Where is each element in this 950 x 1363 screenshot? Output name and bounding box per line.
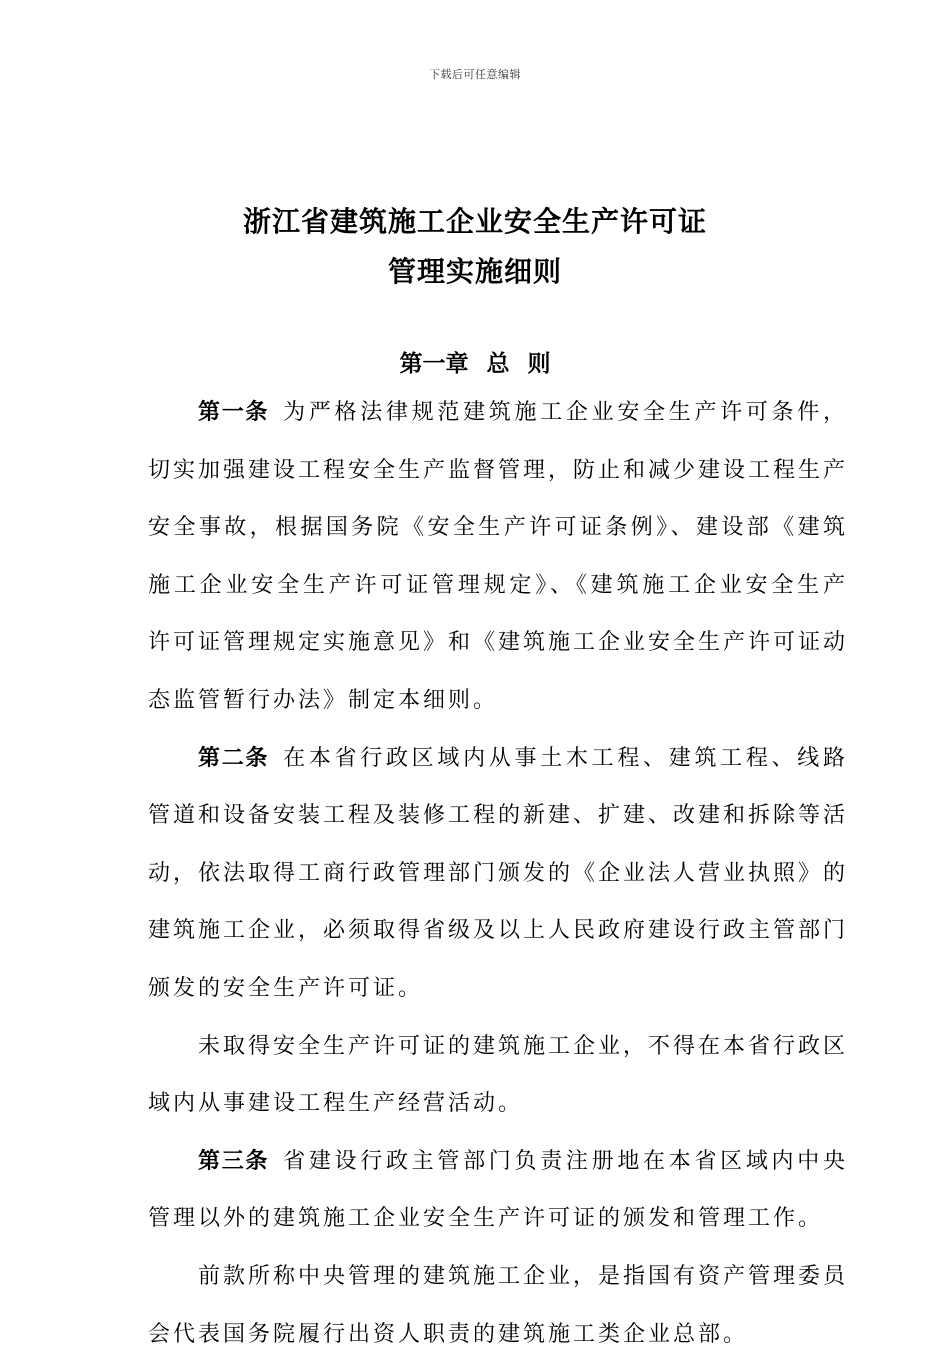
document-title-line-2: 管理实施细则 bbox=[387, 255, 562, 288]
article-3-paragraph bbox=[148, 1133, 848, 1248]
article-text: 在本省行政区域内从事土木工程、建筑工程、线路管道和设备安装工程及装修工程的新建、扩建、改建和拆除等活动，依法取得工商行政管理部门颁发的《企业法人营业执照》的建筑施工企业，必须取得省级及以上人民政府建设行政主管部门颁发的安全生产许可证。 bbox=[148, 745, 849, 1001]
page-header-note: 下载后可任意编辑 bbox=[429, 68, 521, 81]
article-label: 第一条 bbox=[198, 400, 270, 425]
document-body bbox=[148, 384, 848, 1363]
chapter-heading: 第一章 总 则 bbox=[399, 351, 551, 377]
article-label: 第二条 bbox=[198, 745, 270, 771]
article-text: 为严格法律规范建筑施工企业安全生产许可条件，切实加强建设工程安全生产监督管理，防止和减少建设工程生产安全事故，根据国务院《安全生产许可证条例》、建设部《建筑施工企业安全生产许可证管理规定》、《建筑施工企业安全生产许可证管理规定实施意见》和《建筑施工企业安全生产许可证动态监管暂行办法》制定本细则。 bbox=[148, 400, 849, 713]
article-label: 第三条 bbox=[198, 1148, 270, 1174]
article-text: 前款所称中央管理的建筑施工企业，是指国有资产管理委员会代表国务院履行出资人职责的建筑施工类企业总部。 bbox=[148, 1263, 849, 1347]
article-2-continuation-paragraph bbox=[148, 1018, 848, 1133]
article-1-paragraph bbox=[148, 384, 848, 730]
article-text: 未取得安全生产许可证的建筑施工企业，不得在本省行政区域内从事建设工程生产经营活动。 bbox=[148, 1033, 849, 1117]
document-title-line-1: 浙江省建筑施工企业安全生产许可证 bbox=[242, 205, 707, 238]
article-text: 省建设行政主管部门负责注册地在本省区域内中央管理以外的建筑施工企业安全生产许可证的颁发和管理工作。 bbox=[148, 1148, 848, 1232]
article-2-paragraph bbox=[148, 730, 848, 1018]
article-3-continuation-paragraph bbox=[148, 1248, 848, 1363]
